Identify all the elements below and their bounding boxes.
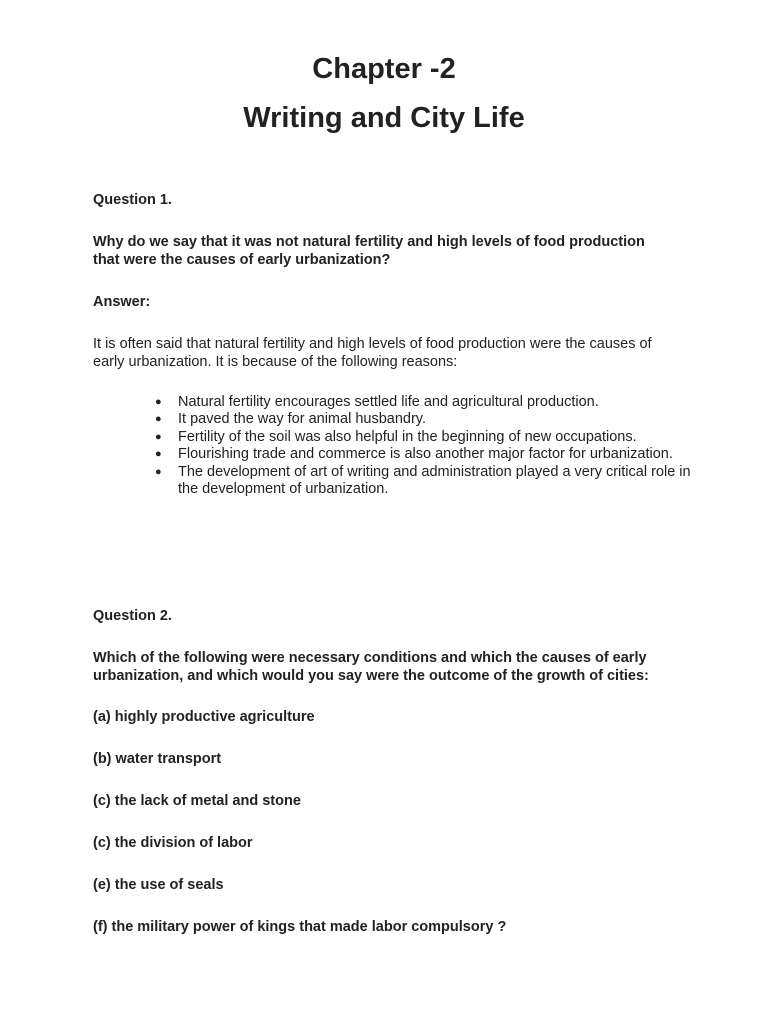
question-2-option: (e) the use of seals (93, 877, 224, 893)
chapter-title: Writing and City Life (243, 102, 525, 134)
bullet-icon: ● (155, 396, 162, 408)
chapter-heading: Chapter -2 (312, 53, 456, 85)
list-item (155, 429, 695, 446)
question-2-label: Question 2. (93, 608, 172, 624)
list-item-text: It paved the way for animal husbandry. (178, 411, 426, 428)
bullet-icon: ● (155, 413, 162, 426)
list-item-text: Flourishing trade and commerce is also another major factor for urbanization. (178, 446, 673, 463)
question-1-label: Question 1. (93, 192, 172, 208)
question-2-option: (c) the lack of metal and stone (93, 793, 301, 809)
list-item-text: The development of art of writing and administration played a very critical role in the development of urbanization. (178, 463, 691, 498)
answer-1-intro: It is often said that natural fertility and high levels of food production were the causes of early urbanization. It is because of the following reasons: (93, 336, 652, 370)
bullet-icon: ● (155, 430, 162, 443)
list-item-text: Natural fertility encourages settled life and agricultural production. (178, 394, 599, 410)
list-item (155, 394, 695, 411)
question-2-text: Which of the following were necessary conditions and which the causes of early urbanization, and which would you say were the outcome of the growth of cities: (93, 650, 649, 684)
question-2-option: (b) water transport (93, 751, 222, 767)
bullet-icon: ● (155, 465, 162, 478)
list-item (155, 446, 695, 463)
question-2-option: (f) the military power of kings that made labor compulsory ? (93, 919, 507, 935)
question-2-option: (c) the division of labor (93, 835, 253, 851)
question-1-text: Why do we say that it was not natural fertility and high levels of food production that were the causes of early urbanization? (93, 234, 645, 268)
answer-1-bullet-list (155, 394, 695, 498)
list-item-text: Fertility of the soil was also helpful in the beginning of new occupations. (178, 428, 637, 445)
list-item (155, 411, 695, 428)
list-item (155, 464, 695, 499)
question-2-option: (a) highly productive agriculture (93, 709, 315, 725)
bullet-icon: ● (155, 448, 162, 461)
answer-1-label: Answer: (93, 294, 151, 310)
